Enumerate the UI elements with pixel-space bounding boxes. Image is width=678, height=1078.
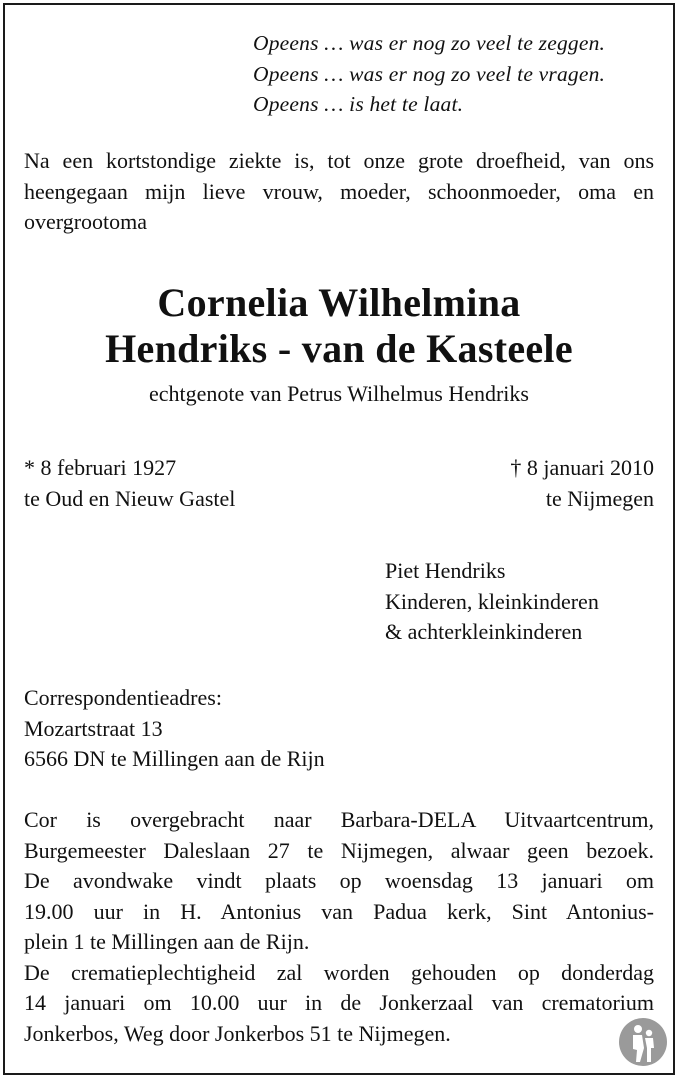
intro-line: oma en overgrootoma bbox=[24, 178, 654, 234]
death-place: te Nijmegen bbox=[545, 486, 654, 511]
signers bbox=[385, 556, 599, 648]
deceased-name-line2: Hendriks - van de Kasteele bbox=[105, 326, 573, 371]
details-line: 14 januari om 10.00 uur in de Jonkerzaal van crematorium bbox=[24, 990, 654, 1015]
signer-line: Piet Hendriks bbox=[385, 558, 506, 583]
address-line: Correspondentieadres: bbox=[24, 685, 222, 710]
signer-line: & achterkleinkinderen bbox=[385, 619, 583, 644]
poem-line: Opeens … was er nog zo veel te vragen. bbox=[253, 61, 606, 86]
intro-paragraph bbox=[24, 146, 654, 238]
poem-line: Opeens … is het te laat. bbox=[253, 92, 464, 116]
funeral-details bbox=[24, 805, 654, 1049]
poem-line: Opeens … was er nog zo veel te zeggen. bbox=[253, 31, 606, 55]
details-line: Jonkerbos, Weg door Jonkerbos 51 te Nijmegen. bbox=[24, 1020, 451, 1046]
memorial-figure-icon bbox=[618, 1016, 668, 1068]
address-line: Mozartstraat 13 bbox=[24, 715, 163, 741]
birth-info bbox=[24, 452, 235, 514]
details-line: Burgemeester Daleslaan 27 te Nijmegen, alwaar geen bezoek. bbox=[24, 837, 654, 863]
intro-line: Na een kortstondige ziekte is, tot onze grote droefheid, van bbox=[24, 148, 611, 173]
death-info bbox=[510, 452, 654, 514]
details-line: De avondwake vindt plaats op woensdag 13 januari om bbox=[24, 868, 654, 893]
correspondence-address bbox=[24, 683, 325, 775]
details-line: Cor is overgebracht naar Barbara-DELA Uitvaartcentrum, bbox=[24, 807, 654, 832]
intro-line: ons heengegaan mijn lieve vrouw, moeder, schoonmoeder, bbox=[24, 148, 654, 204]
details-line: De crematieplechtigheid zal worden gehouden op donderdag bbox=[24, 959, 654, 985]
spouse-line: echtgenote van Petrus Wilhelmus Hendriks bbox=[149, 381, 529, 406]
poem bbox=[253, 28, 605, 120]
signer-line: Kinderen, kleinkinderen bbox=[385, 588, 599, 614]
address-line: 6566 DN te Millingen aan de Rijn bbox=[24, 746, 325, 771]
details-line: plein 1 te Millingen aan de Rijn. bbox=[24, 929, 310, 954]
birth-place: te Oud en Nieuw Gastel bbox=[24, 486, 236, 511]
details-line: 19.00 uur in H. Antonius van Padua kerk, Sint Antonius- bbox=[24, 898, 654, 924]
birth-date: * 8 februari 1927 bbox=[24, 455, 177, 480]
deceased-name-line1: Cornelia Wilhelmina bbox=[157, 280, 521, 325]
death-date: † 8 januari 2010 bbox=[510, 455, 654, 480]
